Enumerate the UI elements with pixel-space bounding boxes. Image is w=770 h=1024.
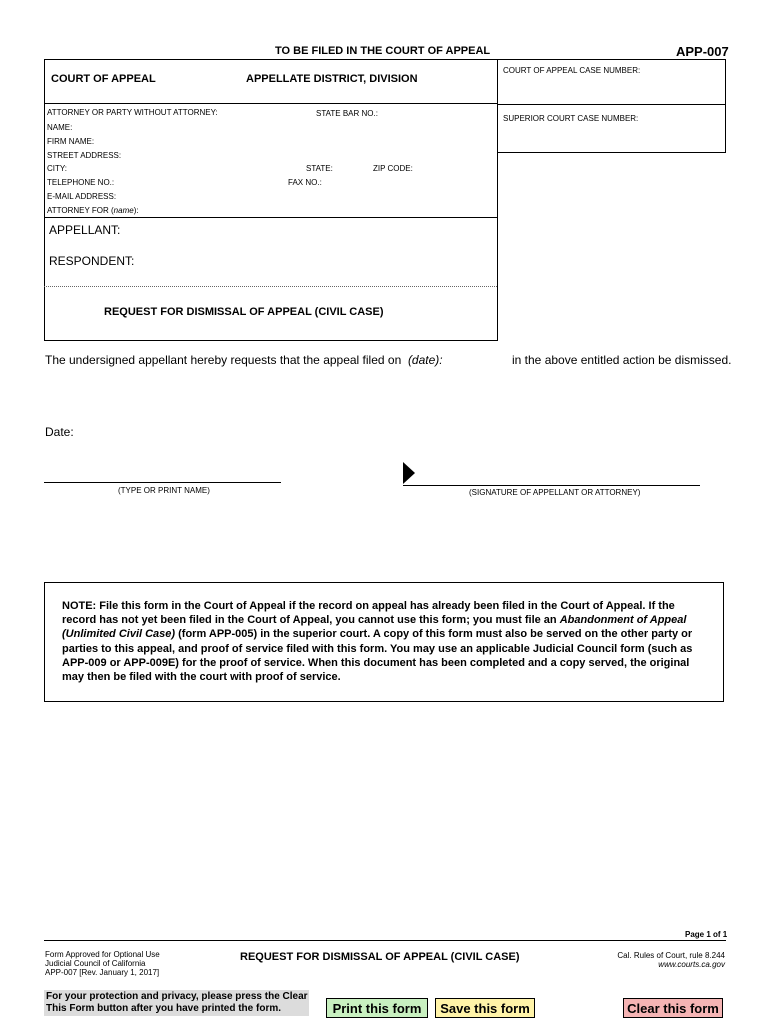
courts-website[interactable]: www.courts.ca.gov <box>658 960 725 969</box>
case-number-label: COURT OF APPEAL CASE NUMBER: <box>503 66 641 75</box>
street-address-label: STREET ADDRESS: <box>47 151 122 160</box>
attorney-title: ATTORNEY OR PARTY WITHOUT ATTORNEY: <box>47 108 218 117</box>
city-label: CITY: <box>47 164 68 173</box>
approved-line-2: Judicial Council of California <box>45 959 146 968</box>
appeal-date-field[interactable] <box>425 351 509 369</box>
signature-caption: (SIGNATURE OF APPELLANT OR ATTORNEY) <box>469 488 641 497</box>
page-number: Page 1 of 1 <box>685 930 728 939</box>
superior-case-label: SUPERIOR COURT CASE NUMBER: <box>503 114 639 123</box>
approved-line-3: APP-007 [Rev. January 1, 2017] <box>45 968 160 977</box>
date-label: Date: <box>45 425 74 439</box>
respondent-field[interactable] <box>135 251 494 271</box>
email-label: E-MAIL ADDRESS: <box>47 192 117 201</box>
zip-code-label: ZIP CODE: <box>373 164 413 173</box>
respondent-label: RESPONDENT: <box>49 254 135 268</box>
save-form-button[interactable]: Save this form <box>435 998 535 1018</box>
state-bar-label: STATE BAR NO.: <box>316 109 378 118</box>
attorney-for-label: ATTORNEY FOR (name): <box>47 206 139 215</box>
state-label: STATE: <box>306 164 333 173</box>
rules-of-court: Cal. Rules of Court, rule 8.244 <box>617 951 725 960</box>
district-label: APPELLATE DISTRICT, DIVISION <box>246 73 418 85</box>
request-text: The undersigned appellant hereby requests that the appeal filed on (date): <box>45 353 443 367</box>
superior-case-field[interactable] <box>500 126 726 150</box>
firm-name-label: FIRM NAME: <box>47 137 95 146</box>
appellant-field[interactable] <box>130 220 494 240</box>
name-label: NAME: <box>47 123 73 132</box>
approved-line-1: Form Approved for Optional Use <box>45 950 160 959</box>
clear-form-button[interactable]: Clear this form <box>623 998 723 1018</box>
note-text: NOTE: File this form in the Court of Appeal if the record on appeal has already been filed in the Court of Appeal. If the record has not yet been filed in the Court of Appeal, you cannot use this form; you must file an Abandonment of Appeal (Unlimited Civil Case) (form APP-005) in the superior court. A copy of this form must also be served on the other party or parties to this appeal, and proof of service filed with this form. You may use an applicable Judicial Council form (such as APP-009 or APP-009E) for the proof of service. When this document has been completed and a copy served, the original may then be filed with the court with proof of service. <box>62 600 693 684</box>
print-name-field[interactable] <box>44 464 284 482</box>
footer-title: REQUEST FOR DISMISSAL OF APPEAL (CIVIL CASE) <box>240 951 520 963</box>
case-number-field[interactable] <box>500 78 726 102</box>
privacy-notice: For your protection and privacy, please press the Clear This Form button after you have printed the form. <box>46 991 308 1014</box>
print-name-caption: (TYPE OR PRINT NAME) <box>118 486 210 495</box>
signature-arrow-icon <box>403 462 415 484</box>
filing-note: TO BE FILED IN THE COURT OF APPEAL <box>275 45 491 57</box>
court-label: COURT OF APPEAL <box>51 73 156 85</box>
form-number: APP-007 <box>676 44 729 59</box>
date-field[interactable] <box>78 423 262 441</box>
form-title: REQUEST FOR DISMISSAL OF APPEAL (CIVIL CASE) <box>104 306 384 318</box>
appellant-label: APPELLANT: <box>49 223 121 237</box>
print-form-button[interactable]: Print this form <box>326 998 428 1018</box>
fax-label: FAX NO.: <box>288 178 322 187</box>
telephone-label: TELEPHONE NO.: <box>47 178 115 187</box>
request-end: in the above entitled action be dismissed. <box>512 353 732 367</box>
